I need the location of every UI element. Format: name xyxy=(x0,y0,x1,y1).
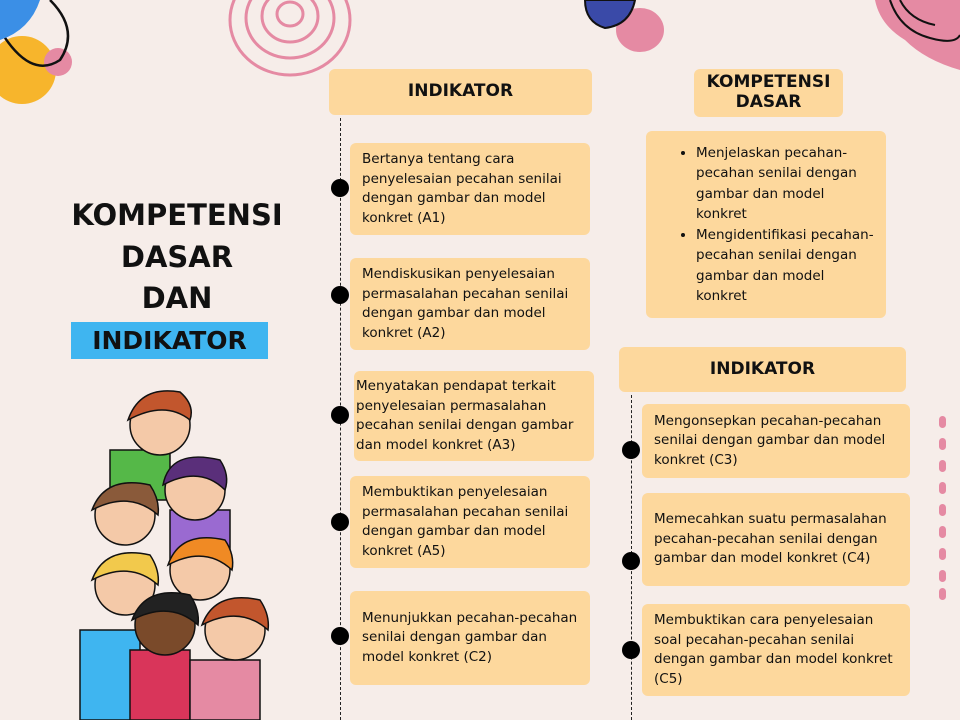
kompetensi-dasar-card xyxy=(646,131,886,318)
indicator-card-a2: Mendiskusikan penyelesaian permasalahan pecahan senilai dengan gambar dan model konkret (A2) xyxy=(350,258,590,350)
decorative-dash xyxy=(939,526,946,538)
indicator-card-a1: Bertanya tentang cara penyelesaian pecahan senilai dengan gambar dan model konkret (A1) xyxy=(350,143,590,235)
timeline-dot xyxy=(331,286,349,304)
kompetensi-dasar-item: • Mengidentifikasi pecahan-pecahan senilai dengan gambar dan model konkret xyxy=(696,225,876,307)
decorative-dash xyxy=(939,460,946,472)
decorative-dash xyxy=(939,548,946,560)
right-indikator-header: INDIKATOR xyxy=(619,347,906,392)
timeline-dot xyxy=(622,552,640,570)
decorative-dash xyxy=(939,570,946,582)
indicator-card-a5: Membuktikan penyelesaian permasalahan pecahan senilai dengan gambar dan model konkret (A5) xyxy=(350,476,590,568)
indicator-card-c5: Membuktikan cara penyelesaian soal pecahan-pecahan senilai dengan gambar dan model konkret (C5) xyxy=(642,604,910,696)
timeline-dot xyxy=(622,441,640,459)
indicator-card-c4: Memecahkan suatu permasalahan pecahan-pecahan senilai dengan gambar dan model konkret (C4) xyxy=(642,493,910,586)
decorative-dash xyxy=(939,482,946,494)
decorative-dash xyxy=(939,416,946,428)
indicator-card-c2: Menunjukkan pecahan-pecahan senilai dengan gambar dan model konkret (C2) xyxy=(350,591,590,685)
timeline-dot xyxy=(331,513,349,531)
indicator-card-c3: Mengonsepkan pecahan-pecahan senilai dengan gambar dan model konkret (C3) xyxy=(642,404,910,478)
timeline-dot xyxy=(331,406,349,424)
decorative-dash xyxy=(939,504,946,516)
title-highlight: INDIKATOR xyxy=(71,322,268,359)
indicator-card-a3: Menyatakan pendapat terkait penyelesaian permasalahan pecahan senilai dengan gambar dan model konkret (A3) xyxy=(354,371,594,461)
timeline-dot xyxy=(622,641,640,659)
timeline-dot xyxy=(331,179,349,197)
kompetensi-dasar-header: KOMPETENSI DASAR xyxy=(694,69,843,117)
title-line-3: DAN xyxy=(141,281,213,315)
title-line-2: DASAR xyxy=(120,240,234,274)
title-line-1: KOMPETENSI xyxy=(71,198,283,232)
children-illustration xyxy=(70,380,280,720)
decorative-dash xyxy=(939,588,946,600)
left-indikator-header: INDIKATOR xyxy=(329,69,592,115)
timeline-dot xyxy=(331,627,349,645)
kompetensi-dasar-item: • Menjelaskan pecahan-pecahan senilai dengan gambar dan model konkret xyxy=(696,143,876,225)
decorative-dash xyxy=(939,438,946,450)
